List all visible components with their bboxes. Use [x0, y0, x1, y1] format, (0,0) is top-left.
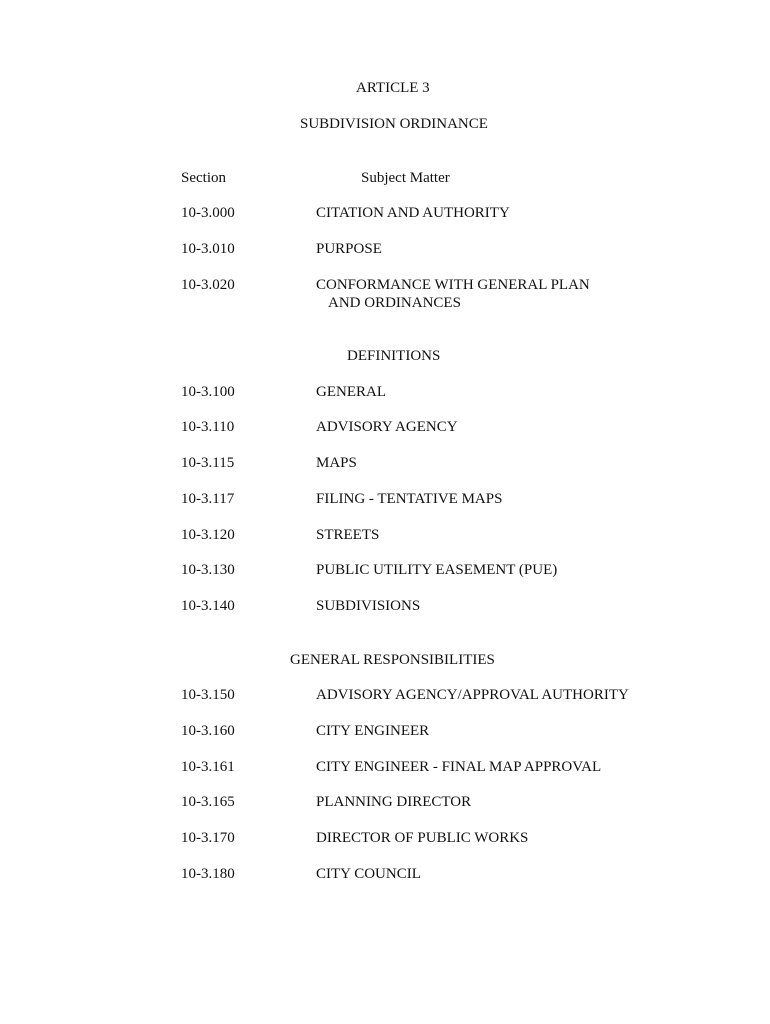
- section-number: 10-3.110: [181, 419, 235, 435]
- section-subject: ADVISORY AGENCY/APPROVAL AUTHORITY: [316, 687, 629, 703]
- section-number: 10-3.115: [181, 455, 235, 471]
- section-subject: FILING - TENTATIVE MAPS: [316, 491, 503, 507]
- section-number: 10-3.150: [181, 687, 235, 703]
- section-subject: CONFORMANCE WITH GENERAL PLAN: [316, 277, 590, 293]
- section-subject: CITATION AND AUTHORITY: [316, 205, 510, 221]
- section-subject: ADVISORY AGENCY: [316, 419, 458, 435]
- article-number: ARTICLE 3: [356, 80, 430, 96]
- section-number: 10-3.020: [181, 277, 235, 293]
- section-subject: CITY COUNCIL: [316, 866, 421, 882]
- section-number: 10-3.165: [181, 794, 235, 810]
- section-number: 10-3.180: [181, 866, 235, 882]
- section-subject: GENERAL: [316, 384, 386, 400]
- section-subject: CITY ENGINEER: [316, 723, 430, 739]
- document-title: SUBDIVISION ORDINANCE: [300, 116, 488, 132]
- group-heading-definitions: DEFINITIONS: [347, 348, 441, 364]
- section-number: 10-3.010: [181, 241, 235, 257]
- section-number: 10-3.120: [181, 527, 235, 543]
- section-subject: DIRECTOR OF PUBLIC WORKS: [316, 830, 529, 846]
- section-subject: SUBDIVISIONS: [316, 598, 421, 614]
- section-number: 10-3.130: [181, 562, 235, 578]
- column-header-section: Section: [181, 170, 226, 186]
- section-number: 10-3.117: [181, 491, 235, 507]
- group-heading-general-responsibilities: GENERAL RESPONSIBILITIES: [290, 652, 495, 668]
- section-subject: PUBLIC UTILITY EASEMENT (PUE): [316, 562, 558, 578]
- section-number: 10-3.170: [181, 830, 235, 846]
- section-subject: PLANNING DIRECTOR: [316, 794, 472, 810]
- column-header-subject: Subject Matter: [361, 170, 450, 186]
- section-subject: PURPOSE: [316, 241, 382, 257]
- section-number: 10-3.160: [181, 723, 235, 739]
- section-number: 10-3.100: [181, 384, 235, 400]
- section-subject-continuation: AND ORDINANCES: [328, 295, 461, 311]
- section-number: 10-3.140: [181, 598, 235, 614]
- section-number: 10-3.161: [181, 759, 235, 775]
- section-number: 10-3.000: [181, 205, 235, 221]
- section-subject: CITY ENGINEER - FINAL MAP APPROVAL: [316, 759, 602, 775]
- section-subject: MAPS: [316, 455, 357, 471]
- section-subject: STREETS: [316, 527, 380, 543]
